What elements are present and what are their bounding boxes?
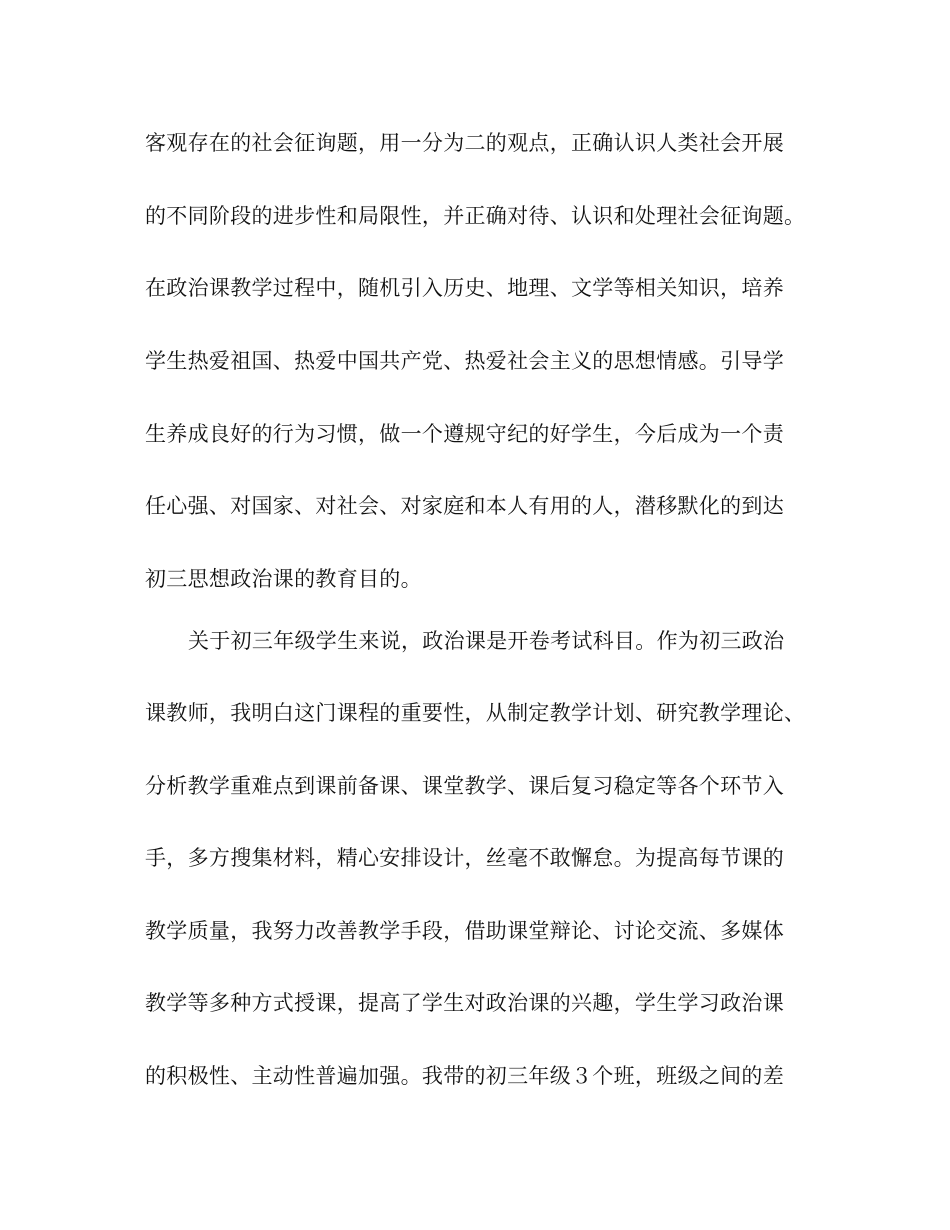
text-line: 生养成良好的行为习惯，做一个遵规守纪的好学生，今后成为一个责 bbox=[145, 422, 784, 446]
text-line: 学生热爱祖国、热爱中国共产党、热爱社会主义的思想情感。引导学 bbox=[145, 349, 784, 373]
text-line: 课教师，我明白这门课程的重要性，从制定教学计划、研究教学理论、 bbox=[145, 701, 806, 725]
text-line: 初三思想政治课的教育目的。 bbox=[145, 567, 422, 591]
text-line: 在政治课教学过程中，随机引入历史、地理、文学等相关知识，培养 bbox=[145, 276, 784, 300]
text-line: 分析教学重难点到课前备课、课堂教学、课后复习稳定等各个环节入 bbox=[145, 774, 784, 798]
text-line: 客观存在的社会征询题，用一分为二的观点，正确认识人类社会开展 bbox=[145, 131, 784, 155]
text-line: 的不同阶段的进步性和局限性，并正确对待、认识和处理社会征询题。 bbox=[145, 204, 806, 228]
paragraph-first-line: 关于初三年级学生来说，政治课是开卷考试科目。作为初三政治 bbox=[188, 629, 785, 653]
text-line: 教学等多种方式授课，提高了学生对政治课的兴趣，学生学习政治课 bbox=[145, 991, 784, 1015]
text-line: 任心强、对国家、对社会、对家庭和本人有用的人，潜移默化的到达 bbox=[145, 494, 784, 518]
text-line: 的积极性、主动性普遍加强。我带的初三年级３个班，班级之间的差 bbox=[145, 1064, 784, 1088]
text-line: 手，多方搜集材料，精心安排设计，丝毫不敢懈怠。为提高每节课的 bbox=[145, 846, 784, 870]
text-line: 教学质量，我努力改善教学手段，借助课堂辩论、讨论交流、多媒体 bbox=[145, 919, 784, 943]
